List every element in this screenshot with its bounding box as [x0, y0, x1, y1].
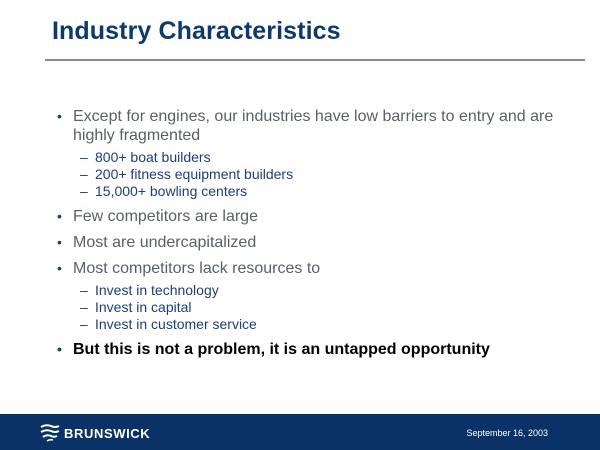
- bullet-list: [57, 107, 567, 366]
- sub-bullet-list: [80, 282, 567, 333]
- sub-bullet-text: 800+ boat builders: [95, 149, 211, 165]
- brunswick-logo: [40, 423, 150, 443]
- sub-bullet-dash: –: [80, 183, 88, 199]
- sub-bullet-list: [80, 149, 567, 200]
- footer-bar: [0, 414, 600, 450]
- bullet-item-emphasis: [57, 340, 567, 359]
- bullet-text: Most are undercapitalized: [73, 234, 257, 251]
- bullet-dot: •: [57, 208, 62, 224]
- sub-bullet-dash: –: [80, 316, 88, 332]
- bullet-item: [57, 233, 567, 252]
- sub-bullet-item: [80, 166, 567, 183]
- bullet-dot: •: [57, 234, 62, 250]
- sub-bullet-dash: –: [80, 282, 88, 298]
- bullet-item: [57, 207, 567, 226]
- sub-bullet-item: [80, 282, 567, 299]
- slide-title: Industry Characteristics: [52, 17, 341, 45]
- bullet-dot: •: [57, 108, 62, 124]
- sub-bullet-item: [80, 149, 567, 166]
- sub-bullet-text: Invest in capital: [95, 299, 192, 315]
- title-divider: [45, 59, 585, 61]
- sub-bullet-dash: –: [80, 166, 88, 182]
- brunswick-wave-logo-icon: [40, 424, 60, 442]
- sub-bullet-dash: –: [80, 299, 88, 315]
- sub-bullet-item: [80, 316, 567, 333]
- sub-bullet-text: 200+ fitness equipment builders: [95, 166, 294, 182]
- sub-bullet-text: Invest in customer service: [95, 316, 257, 332]
- sub-bullet-text: Invest in technology: [95, 282, 219, 298]
- bullet-text: Most competitors lack resources to: [73, 260, 321, 277]
- bullet-text: Few competitors are large: [73, 208, 258, 225]
- sub-bullet-dash: –: [80, 149, 88, 165]
- bullet-dot: •: [57, 341, 62, 357]
- bullet-text: Except for engines, our industries have low barriers to entry and are highly fragmented: [73, 108, 554, 144]
- sub-bullet-text: 15,000+ bowling centers: [95, 183, 248, 199]
- logo-wordmark: BRUNSWICK: [64, 425, 151, 441]
- bullet-item: [57, 259, 567, 333]
- footer-date: September 16, 2003: [466, 428, 548, 438]
- bullet-text: But this is not a problem, it is an untapped opportunity: [73, 341, 490, 358]
- sub-bullet-item: [80, 183, 567, 200]
- bullet-item: [57, 107, 567, 200]
- sub-bullet-item: [80, 299, 567, 316]
- bullet-dot: •: [57, 260, 62, 276]
